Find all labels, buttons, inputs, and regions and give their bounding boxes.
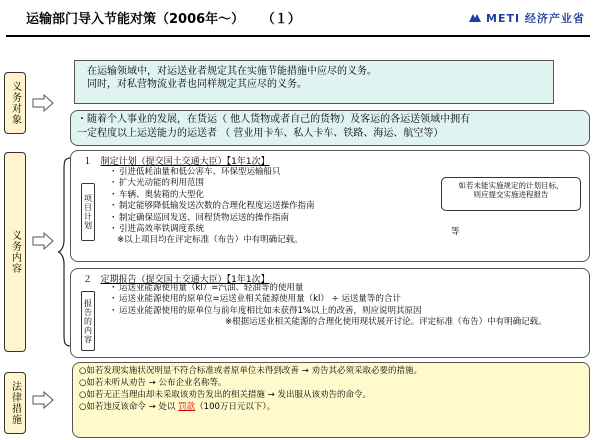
legal-line-3: ○如若无正当理由却未采取该劝告发出的相关措施 → 发出服从该劝告的命令。 (79, 390, 371, 400)
legal-line-4-post: （100万日元以下）。 (195, 402, 276, 412)
plan-item-list (109, 167, 315, 247)
duty-box (74, 60, 554, 104)
plan-panel (70, 150, 590, 262)
plan-heading-text: 制定计划（提交国土交通大臣）【1年1次】 (100, 157, 270, 167)
plan-etc: 等 (451, 227, 460, 237)
scope-line-1: ・随着个人事业的发展，在货运（ 他人货物或者自己的货物）及客运的各运送领域中拥有 (77, 114, 471, 125)
duty-line-2: 同时，对私营物流业者也同样规定其应尽的义务。 (87, 79, 307, 90)
legal-line-4 (79, 401, 583, 413)
penalty-text: 罚款 (178, 402, 196, 412)
plan-heading-number: １ (83, 157, 93, 167)
list-item: ・运送业能源使用的原单位=运送业相关能源使用量（kl） ÷ 运送量等的合计 (109, 294, 401, 305)
legal-measures-box (72, 362, 590, 438)
list-item: ・制定确保巡回发送、回程货物运送的操作指南 (109, 212, 290, 223)
title-rule (6, 35, 590, 37)
list-item: ・运送业能源使用的原单位与前年度相比如未获得1%以上的改善，则应说明其原因 (109, 305, 422, 316)
list-item: ・车辆、奥装箱的大型化 (109, 189, 205, 200)
report-note: ※根据运送业相关能源的合理化使用现状展开讨论。评定标准（布告）中有明确记载。 (225, 317, 547, 328)
plan-heading (83, 154, 270, 167)
scope-box (70, 110, 590, 146)
meti-logo-icon (468, 11, 482, 25)
arrow-right-icon (32, 391, 54, 409)
scope-line-2: 一定程度以上运送能力的运送者 （ 营业用卡车、私人卡车、铁路、海运、航空等） (77, 128, 444, 139)
report-tag: 报告的内容 (81, 291, 95, 351)
report-item-list (109, 283, 547, 329)
list-item: ・引进高效率铁调度系统 (109, 224, 205, 235)
list-item: ・引进低耗油量和低公害车、环保型运输船只 (109, 167, 281, 177)
page-title (26, 8, 301, 27)
report-panel (70, 268, 590, 358)
arrow-right-icon (32, 94, 54, 112)
plan-tag: 项目计划 (81, 183, 95, 241)
callout-line-1: 如若未能实施规定的计划目标， (458, 181, 564, 190)
legal-line-2: ○如若未听从劝告 → 公布企业名称等。 (79, 378, 227, 388)
list-item: ・运送业能源使用量（kl）=汽油、轻油等的使用量 (109, 283, 304, 293)
side-label-legal: 法律措施 (4, 372, 26, 434)
plan-note: ※以上项目均在评定标准（布告）中有明确记载。 (117, 235, 303, 246)
title-number: （１） (268, 12, 301, 27)
title-text: 运输部门导入节能对策（2006年～） (26, 12, 245, 27)
logo-text: METI 经济产业省 (486, 12, 585, 25)
plan-callout (441, 177, 581, 211)
legal-line-1: ○如若发现实施状况明显不符合标准或者原单位未得到改善 → 劝告其必须采取必要的措施。 (79, 366, 422, 376)
report-heading-number: ２ (83, 275, 93, 285)
report-heading-text: 定期报告（提交国土交通大臣）【1年1次】 (100, 275, 270, 285)
legal-line-4-pre: ○如若违反该命令 → 处以 (79, 402, 179, 412)
side-label-content: 义务内容 (4, 152, 26, 352)
side-label-duty: 义务对象 (4, 72, 26, 134)
arrow-right-icon (32, 232, 54, 250)
meti-logo (468, 10, 585, 26)
list-item: ・制定能够降低输发送次数的合理化程度运送操作指南 (109, 201, 315, 212)
list-item: ・扩大光动能的利用范围 (109, 178, 205, 189)
callout-line-2: 则应提交实施进程报告 (473, 190, 549, 199)
duty-line-1: 在运输领域中，对运送业者规定其在实施节能措施中应尽的义务。 (87, 66, 377, 77)
